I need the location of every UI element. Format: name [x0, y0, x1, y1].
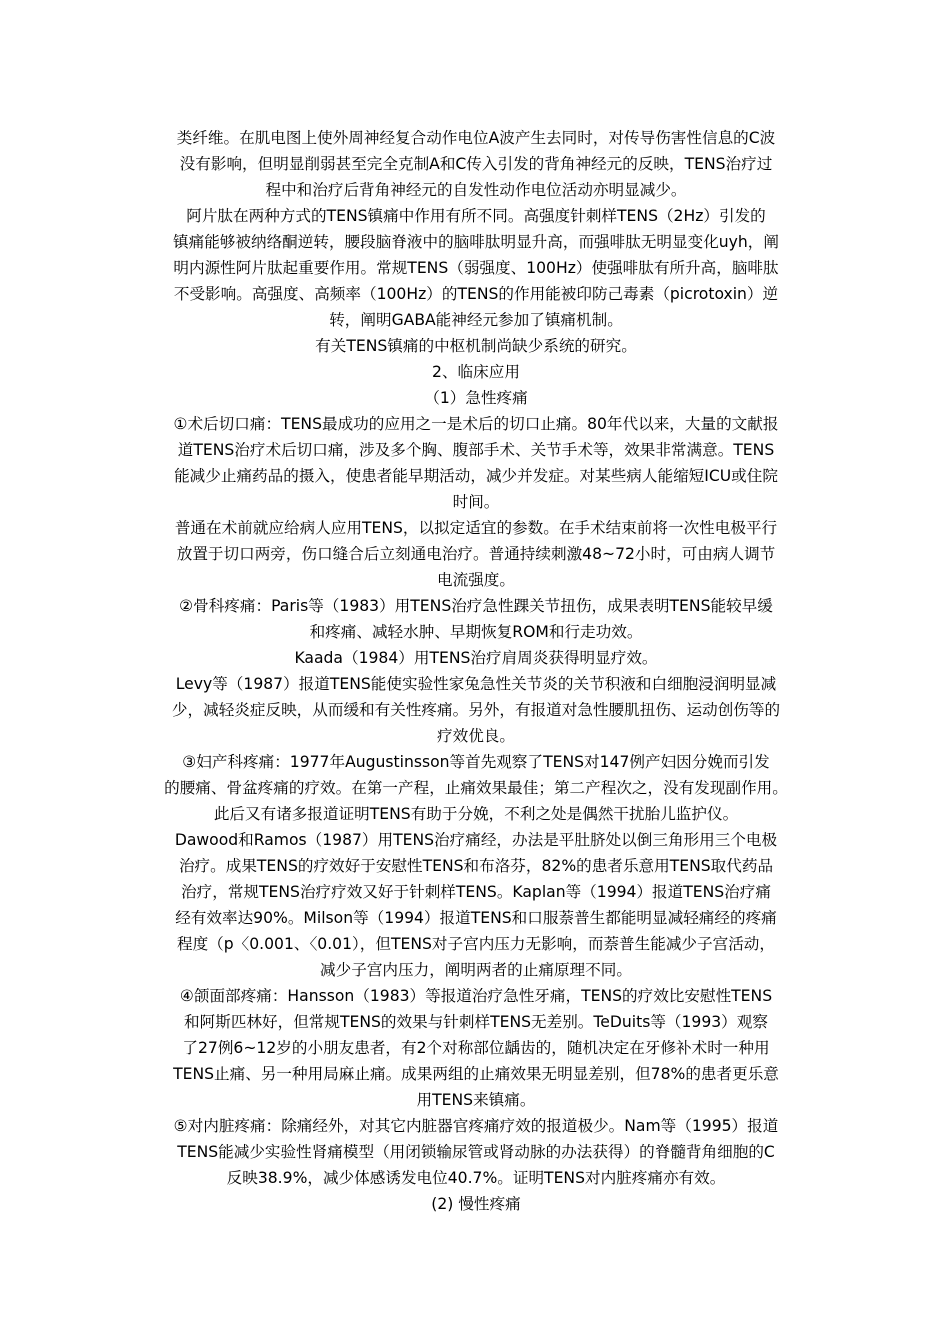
paragraph-orthopedic-pain: ②骨科疼痛：Paris等（1983）用TENS治疗急性踝关节扭伤，成果表明TENS能较早缓 和疼痛、减轻水肿、早期恢复ROM和行走功效。: [179, 597, 773, 641]
paragraph-maxillofacial-pain: ④颌面部疼痛：Hansson（1983）等报道治疗急性牙痛，TENS的疗效比安慰性TENS 和阿斯匹林好，但常规TENS的效果与针刺样TENS无差别。TeDuits等（1993）观察 了27例6~12岁的小朋友患者，有2个对称部位龋齿的，随机决定在牙修补术时一种用 TENS止痛、另一种用局麻止痛。成果两组的止痛效果无明显差别，但78%的患者更乐意 用TENS来镇痛。: [173, 987, 779, 1109]
paragraph-opioid-peptides: 阿片肽在两种方式的TENS镇痛中作用有所不同。高强度针刺样TENS（2Hz）引发的 镇痛能够被纳络酮逆转，腰段脑脊液中的脑啡肽明显升高，而强啡肽无明显变化uyh，阐 明内源性阿片肽起重要作用。常规TENS（弱强度、100Hz）使强啡肽有所升高，脑啡肽 不受影响。高强度、高频率（100Hz）的TENS的作用能被印防己毒素（picrotoxin）逆 转，阐明GABA能神经元参加了镇痛机制。: [173, 207, 779, 329]
paragraph-dysmenorrhea: Dawood和Ramos（1987）用TENS治疗痛经，办法是平肚脐处以倒三角形用三个电极 治疗。成果TENS的疗效好于安慰性TENS和布洛芬，82%的患者乐意用TENS取代药品 治疗，常规TENS治疗疗效又好于针刺样TENS。Kaplan等（1994）报道TENS治疗痛 经有效率达90%。Milson等（1994）报道TENS和口服萘普生都能明显减轻痛经的疼痛 程度（p〈0.001、〈0.01），但TENS对子宫内压力无影响，而萘普生能减少子宫活动， 减少子宫内压力，阐明两者的止痛原理不同。: [174, 831, 778, 979]
paragraph-visceral-pain: ⑤对内脏疼痛：除痛经外，对其它内脏器官疼痛疗效的报道极少。Nam等（1995）报道 TENS能减少实验性肾痛模型（用闭锁输尿管或肾动脉的办法获得）的脊髓背角细胞的C 反映38.9%，减少体感诱发电位40.7%。证明TENS对内脏疼痛亦有效。: [173, 1117, 779, 1187]
document-page: [140, 125, 812, 1217]
paragraph-central-mechanism: 有关TENS镇痛的中枢机制尚缺少系统的研究。: [315, 337, 637, 355]
section-heading-clinical: 2、临床应用: [432, 363, 520, 381]
subsection-heading-acute-pain: （1）急性疼痛: [424, 389, 528, 407]
paragraph-levy: Levy等（1987）报道TENS能使实验性家兔急性关节炎的关节积液和白细胞浸润明显减 少，减轻炎症反映，从而缓和有关性疼痛。另外，有报道对急性腰肌扭伤、运动创伤等的 疗效优良。: [171, 675, 781, 745]
paragraph-obstetric-pain: ③妇产科疼痛：1977年Augustinsson等首先观察了TENS对147例产妇因分娩而引发 的腰痛、骨盆疼痛的疗效。在第一产程，止痛效果最佳；第二产程次之，没有发现副作用。 此后又有诸多报道证明TENS有助于分娩，不利之处是偶然干扰胎儿监护仪。: [164, 753, 788, 823]
paragraph-postoperative-pain: ①术后切口痛：TENS最成功的应用之一是术后的切口止痛。80年代以来，大量的文献报 道TENS治疗术后切口痛，涉及多个胸、腹部手术、关节手术等，效果非常满意。TENS 能减少止痛药品的摄入，使患者能早期活动，减少并发症。对某些病人能缩短ICU或住院 时间。: [173, 415, 779, 511]
subsection-heading-chronic-pain: (2) 慢性疼痛: [431, 1195, 521, 1213]
paragraph-kaada: Kaada（1984）用TENS治疗肩周炎获得明显疗效。: [294, 649, 658, 667]
paragraph-preoperative-use: 普通在术前就应给病人应用TENS，以拟定适宜的参数。在手术结束前将一次性电极平行 放置于切口两旁，伤口缝合后立刻通电治疗。普通持续刺激48~72小时，可由病人调节 电流强度。: [174, 519, 778, 589]
paragraph-nerve-fibers: 类纤维。在肌电图上使外周神经复合动作电位A波产生去同时，对传导伤害性信息的C波 没有影响，但明显削弱甚至完全克制A和C传入引发的背角神经元的反映，TENS治疗过 程中和治疗后背角神经元的自发性动作电位活动亦明显减少。: [176, 129, 776, 199]
